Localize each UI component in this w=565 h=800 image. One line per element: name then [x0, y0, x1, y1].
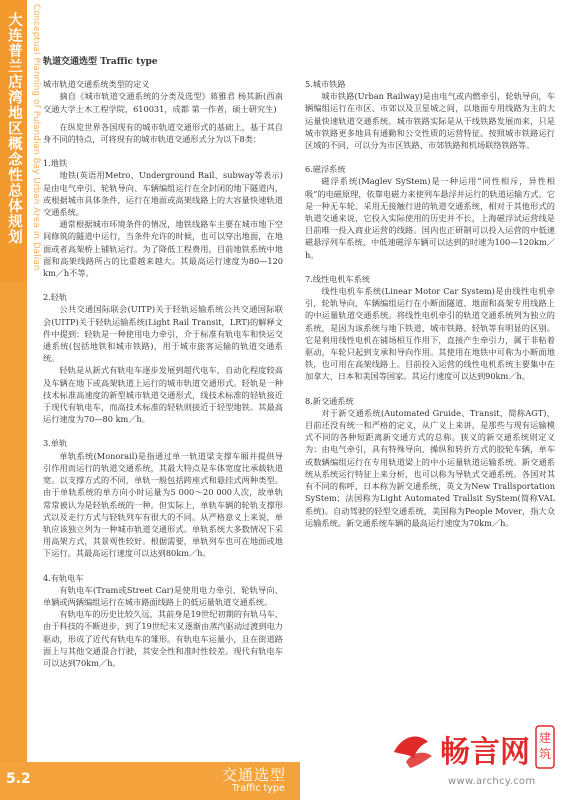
paragraph: 通常根据城市环境条件的情况，地铁线路车主要在城市地下空间修筑的隧道中运行，当条件允许的时候，也可以穿出地面，在地面或者高架桥上铺轨运行。为了降低工程费用，目前地铁系统中地面和高架线路所占的比重越来越大。其最高运行速度为80—120 km／h不等。 [43, 219, 283, 279]
left-column [43, 56, 283, 669]
paragraph: 磁浮系统(Maglev SyStem)是一种运用“同性相斥，异性相吸”的电磁原理，依靠电磁力来使列车悬浮并运行的轨道运输方式。它是一种无车轮、采用无接触行进的轨道交通系统，相对于其他形式的轨道交通来说，它投入实际使用的历史并不长，上海磁浮试运营线是目前唯一投入商业运营的线路。国内也正研制可以投入运营的中低速磁悬浮列车系统，中低速磁浮车辆可以达到的时速为100—120km／h。 [305, 176, 555, 260]
watermark-url: www.archcy.com [448, 776, 536, 787]
section-heading-tram: 4.有轨电车 [43, 572, 84, 583]
page-title: 轨道交通选型 Traffic type [43, 57, 158, 67]
footer-subtitle: Traffic type [232, 783, 285, 794]
footer-title: 交通选型 [222, 766, 287, 784]
paragraph: 轻轨是从新式有轨电车逐步发展到超代电车，自动化程度较高及车辆在地下或高架轨道上运行的城市轨道交通形式。轻轨是一种技术标准高速度的新型城市轨道交通形式，线技术标准的轻轨接近于现代有轨电车，而高技术标准的轻轨则接近于轻型地铁。其最高运行速度为70—80 km／h。 [43, 365, 283, 425]
section-heading-monorail: 3.单轨 [43, 438, 68, 449]
sidebar-subtitle: Conceptual Planning of Pulandian Bay Urban Area in Dalian [31, 4, 41, 271]
paragraph: 线性电机车系统(Linear Motor Car System)是由线性电机牵引，轮轨导向，车辆编组运行在小断面隧道、地面和高架专用线路上的中运量轨道交通系统。将线性电机牵引的轨道交通系统列为独立的系统，是因为该系统与地下铁道、城市铁路、轻轨等有明显的区别。它是利用线性电机在铺场相互作用下，直接产生牵引力，属于非粘着驱动，车轮只起到支承和导向作用。其使用在地铁中可称为小断面地铁，也可用在高架线路上。目前投入运营的线性电机系统主要集中在加拿大、日本和美国等国家。其运行速度可以达到90km／h。 [305, 286, 555, 382]
sidebar-title: 大连普兰店湾地区概念性总体规划 [6, 12, 23, 245]
section-heading-agt: 8.新交通系统 [305, 395, 354, 406]
summary-paragraph: 在纵览世界各国现有的城市轨道交通形式的基础上，基于其自身不同的特点，可将现有的城市轨道交通形式分为以下8类： [43, 121, 283, 145]
section-heading-urban-railway: 5.城市铁路 [305, 79, 346, 89]
section-heading-maglev: 6.磁浮系统 [305, 164, 346, 175]
section-heading-metro: 1.地铁 [43, 158, 68, 169]
citation-paragraph: 摘自《城市轨道交通系统的分类及选型》蒋雅君 杨其新(西南交通大学土木工程学院，610031，成都 第一作者，硕士研究生) [43, 91, 283, 114]
section-heading-light-rail: 2.轻轨 [43, 292, 68, 303]
paragraph: 地铁(英语用Metro、Underground Rail、subway等表示)是由电气牵引、轮轨导向、车辆编组运行在全封闭的地下隧道内，或根据城市具体条件，运行在地面或高架线路上的大容量快速轨道交通系统。 [43, 170, 283, 218]
paragraph: 公共交通国际联会(UITP)关于轻轨运输系统公共交通国际联会(UITP)关于轻轨运输系统(Light Rail Transit，LRT)的解释文件中提到：轻轨是一种使用电力牵引，介于标准有轨电车和快运交通系统(包括地铁和城市铁路)，用于城市旅客运输的轨道交通系统。 [43, 304, 283, 364]
watermark-tag-text: 建筑 [539, 731, 552, 761]
paragraph: 有轨电车(Tram或Street Car)是使用电力牵引、轮轨导向、单辆或两辆编组运行在城市路面线路上的低运量轨道交通系统。 [43, 584, 283, 607]
paragraph: 对于新交通系统(Automated Gruide、Transit，简称AGT)，目前还没有统一和严格的定义，从广义上来讲，是那些与现有运输模式不同的各种短距离新交通方式的总称。狭义的新交通系统则定义为：由电气牵引，具有特殊导向、操纵和转折方式的胶轮车辆，单车或数辆编组运行在专用轨道梁上的中小运量轨道运输系统。新交通系统从系统运行特征上来分析，也可以称为导轨式交通系统。各国对其有不同的称呼，日本称为新交通系统，英文为New Trallsportation SyStem；法国称为Light Automated Trallsit SyStem(简称VAL系统)。自动驾驶的轻型交通系统，美国称为People Mover，指大众运输系统。新交通系统车辆的最高运行速度为70km／h。 [305, 407, 555, 528]
watermark-logo-text: 畅言网 [440, 735, 530, 770]
right-column [305, 72, 555, 529]
paragraph: 单轨系统(Monorail)是指通过单一轨道梁支撑车厢并提供导引作用而运行的轨道交通系统，其最大特点是车体宽度比承载轨道宽。以支撑方式的不同，单轨一般包括跨座式和悬挂式两种类型。由于单轨系统的单方向小时运量为5 000～20 000人次，故单轨常常被认为是轻轨系统的一种。但实际上，单轨车辆的轮轨支撑形式以及走行方式与轻轨列车有很大的不同。从严格意义上来说，单轨应该独立列为一种城市轨道交通形式。单轨系统大多数情况下采用高架方式，其景观性较好。根据需要，单轨列车也可在地面或地下运行。其最高运行速度可以达到80km／h。 [43, 450, 283, 559]
section-heading-linear-motor: 7.线性电机车系统 [305, 273, 371, 284]
watermark-logo [388, 722, 558, 774]
paragraph: 城市铁路(Urban Railway)是由电气或内燃牵引，轮轨导向，车辆编组运行在市区、市郊以及卫星城之间，以地面专用线路为主的大运量快速轨道交通系统。城市铁路实际是从干线铁路发展而来，只是城市铁路更多地具有通勤和公交性质的运营特征。按照城市铁路运行区域的不同，可以分为市区铁路、市郊铁路和机场联络铁路等。 [305, 91, 555, 151]
page-number: 5.2 [6, 771, 31, 787]
paragraph: 有轨电车的历史比较久远，其前身是19世纪初期的有轨马车，由于科技的不断进步，到了19世纪末又逐渐由蒸汽驱动过渡到电力驱动，形成了近代有轨电车的雏形。有轨电车运量小，且在街道路面上与其他交通混合行驶，其安全性和准时性较差。现代有轨电车可以达到70km／h。 [43, 609, 283, 668]
section-heading: 城市轨道交通系统类型的定义 [43, 79, 150, 90]
